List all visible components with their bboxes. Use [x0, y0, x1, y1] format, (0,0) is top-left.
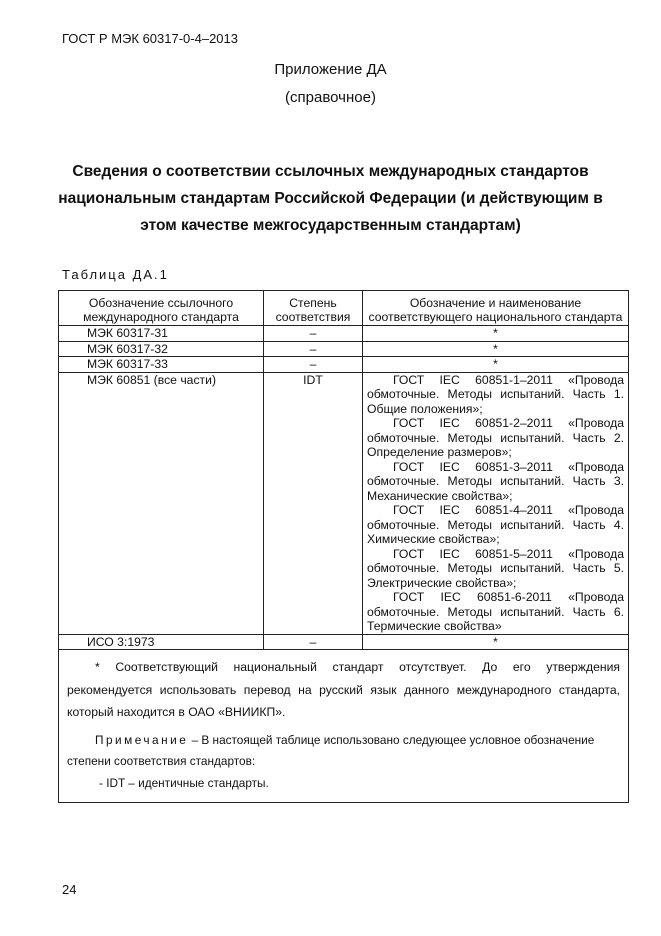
column-header-national: Обозначение и наименование соответствующего национального стандарта	[363, 291, 629, 326]
national-standard-entry: ГОСТ IEC 60851-6-2011 «Провода обмоточные. Методы испытаний. Часть 6. Термические свойства»	[367, 590, 624, 633]
cell-degree: IDT	[264, 372, 363, 634]
cell-national: *	[493, 357, 498, 371]
standards-table	[58, 290, 629, 803]
note	[67, 730, 620, 772]
cell-degree: –	[264, 634, 363, 650]
appendix-title: Приложение ДА	[274, 61, 387, 78]
national-standard-entry: ГОСТ IEC 60851-2–2011 «Провода обмоточные. Методы испытаний. Часть 2. Определение размеров»;	[367, 416, 624, 459]
cell-reference: МЭК 60851 (все части)	[59, 372, 264, 634]
table-footer	[59, 650, 629, 803]
table-row	[59, 326, 629, 342]
page-number: 24	[62, 882, 77, 897]
cell-degree: –	[264, 326, 363, 342]
main-title-line: этом качестве межгосударственным стандартам)	[140, 217, 521, 234]
main-title-line: национальным стандартам Российской Федерации (и действующим в	[58, 190, 603, 207]
table-row	[59, 372, 629, 634]
footnote: * Соответствующий национальный стандарт отсутствует. До его утверждения рекомендуется использовать перевод на русский язык данного международного стандарта, который находится в ОАО «ВНИИКП».	[67, 660, 620, 719]
cell-reference: МЭК 60317-31	[59, 326, 264, 342]
note-label: Примечание	[95, 732, 189, 747]
table-row	[59, 634, 629, 650]
document-header: ГОСТ Р МЭК 60317-0-4–2013	[62, 31, 238, 46]
note-item: - IDT – идентичные стандарты.	[99, 775, 269, 790]
table-row	[59, 357, 629, 373]
main-title	[0, 158, 661, 239]
main-title-line: Сведения о соответствии ссылочных международных стандартов	[72, 163, 589, 180]
national-standard-entry: ГОСТ IEC 60851-1–2011 «Провода обмоточные. Методы испытаний. Часть 1. Общие положения»;	[367, 372, 624, 416]
cell-national: *	[493, 341, 498, 356]
cell-degree: –	[264, 341, 363, 357]
table-caption: Таблица ДА.1	[62, 267, 169, 282]
cell-reference: МЭК 60317-32	[59, 341, 264, 357]
table-footer-row	[59, 650, 629, 803]
column-header-degree: Степень соответствия	[264, 291, 363, 326]
national-standard-entry: ГОСТ IEC 60851-5–2011 «Провода обмоточные. Методы испытаний. Часть 5. Электрические свойства»;	[367, 546, 624, 590]
cell-national: *	[493, 326, 498, 340]
national-standard-entry: ГОСТ IEC 60851-4–2011 «Провода обмоточные. Методы испытаний. Часть 4. Химические свойства»;	[367, 503, 624, 546]
cell-reference: ИСО 3:1973	[59, 634, 264, 650]
table-row	[59, 341, 629, 357]
cell-national: *	[493, 634, 498, 649]
column-header-reference: Обозначение ссылочного международного стандарта	[59, 291, 264, 326]
cell-national-list	[363, 372, 629, 634]
appendix-subtitle: (справочное)	[285, 89, 376, 106]
table-header-row	[59, 291, 629, 326]
national-standard-entry: ГОСТ IEC 60851-3–2011 «Провода обмоточные. Методы испытаний. Часть 3. Механические свойства»;	[367, 459, 624, 503]
cell-degree: –	[264, 357, 363, 373]
note-text: – В настоящей таблице использовано следующее условное обозначение степени соответствия стандартов:	[67, 732, 595, 768]
cell-reference: МЭК 60317-33	[59, 357, 264, 373]
